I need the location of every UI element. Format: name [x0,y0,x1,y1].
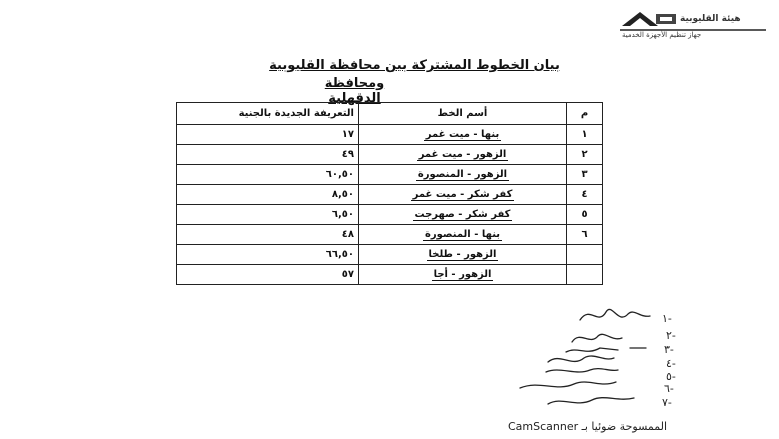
logo-subtitle: جهاز تنظيم الأجهزة الخدمية [622,31,702,39]
row-line-name: الزهور - ميت غمر [418,149,507,160]
row-fare: ٤٩ [177,145,359,165]
row-num: ٢ [567,145,603,165]
signature-number: ٧- [662,396,672,409]
row-line-name: بنها - المنصورة [424,229,501,240]
header-fare: التعريفة الجديدة بالجنية [177,103,359,125]
row-fare: ٦,٥٠ [177,205,359,225]
row-fare: ٥٧ [177,265,359,285]
scanner-watermark: الممسوحة ضوئيا بـ CamScanner [508,420,668,433]
signature-number: ٥- [666,370,676,383]
signature-number: ٦- [664,382,674,395]
row-line-name: كفر شكر - ميت غمر [412,189,513,200]
row-line-name: الزهور - المنصورة [417,169,508,180]
row-num: ٦ [567,225,603,245]
signature-number: ٢- [666,329,676,342]
row-fare: ٨,٥٠ [177,185,359,205]
document-title: بيان الخطوط المشتركة بين محافظة القليوبية [269,58,560,73]
row-line-name: كفر شكر - صهرجت [414,209,511,220]
row-num: ٥ [567,205,603,225]
row-line-name: بنها - ميت غمر [425,129,500,140]
row-line-name: الزهور - طلخا [428,249,497,260]
document-subtitle: ومحافظة الدقهلية [324,76,385,106]
row-num: ١ [567,125,603,145]
logo-title: هيئة القليوبية [680,14,741,24]
row-num: ٤ [567,185,603,205]
row-line-name: الزهور - أجا [433,269,492,280]
signature-number: ٤- [666,357,676,370]
signature-number: ١- [662,312,672,325]
row-fare: ١٧ [177,125,359,145]
row-num: ٣ [567,165,603,185]
row-fare: ٤٨ [177,225,359,245]
signature-number: ٣- [664,343,674,356]
header-line-name: أسم الخط [359,103,567,125]
header-num: م [567,103,603,125]
row-fare: ٦٠,٥٠ [177,165,359,185]
row-fare: ٦٦,٥٠ [177,245,359,265]
